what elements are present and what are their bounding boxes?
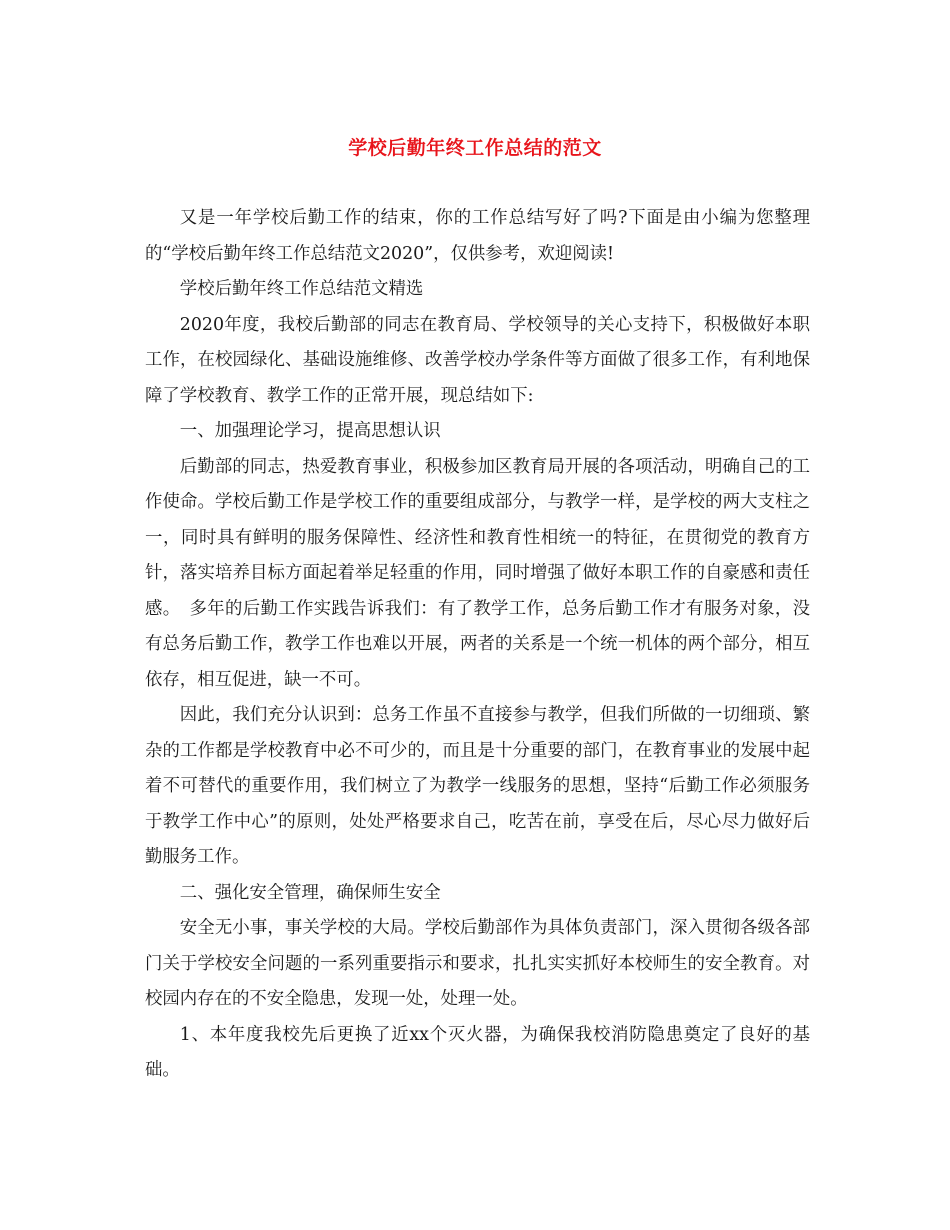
body-paragraph: 安全无小事，事关学校的大局。学校后勤部作为具体负责部门，深入贯彻各级各部门关于学校安全问题的一系列重要指示和要求，扎扎实实抓好本校师生的安全教育。对校园内存在的不安全隐患，发现一处，处理一处。 bbox=[145, 918, 810, 1009]
summary-paragraph: 2020年度，我校后勤部的同志在教育局、学校领导的关心支持下，积极做好本职工作，在校园绿化、基础设施维修、改善学校办学条件等方面做了很多工作，有利地保障了学校教育、教学工作的正常开展，现总结如下: bbox=[145, 314, 810, 406]
section-heading: 一、加强理论学习，提高思想认识 bbox=[179, 421, 441, 441]
intro-paragraph: 又是一年学校后勤工作的结束，你的工作总结写好了吗?下面是由小编为您整理的“学校后勤年终工作总结范文2020”，仅供参考，欢迎阅读! bbox=[145, 208, 810, 264]
body-paragraph: 因此，我们充分认识到：总务工作虽不直接参与教学，但我们所做的一切细琐、繁杂的工作都是学校教育中必不可少的，而且是十分重要的部门，在教育事业的发展中起着不可替代的重要作用，我们树立了为教学一线服务的思想，坚持“后勤工作必须服务于教学工作中心”的原则，处处严格要求自己，吃苦在前，享受在后，尽心尽力做好后勤服务工作。 bbox=[145, 705, 810, 867]
list-item: 1、本年度我校先后更换了近xx个灭火器，为确保我校消防隐患奠定了良好的基础。 bbox=[145, 1024, 810, 1080]
document-title: 学校后勤年终工作总结的范文 bbox=[348, 137, 602, 159]
section-heading: 二、强化安全管理，确保师生安全 bbox=[179, 882, 441, 903]
document-body bbox=[145, 201, 810, 1089]
body-paragraph: 后勤部的同志，热爱教育事业，积极参加区教育局开展的各项活动，明确自己的工作使命。学校后勤工作是学校工作的重要组成部分，与教学一样，是学校的两大支柱之一，同时具有鲜明的服务保障性、经济性和教育性相统一的特征，在贯彻党的教育方针，落实培养目标方面起着举足轻重的作用，同时增强了做好本职工作的自豪感和责任感。 多年的后勤工作实践告诉我们：有了教学工作，总务后勤工作才有服务对象，没有总务后勤工作，教学工作也难以开展，两者的关系是一个统一机体的两个部分，相互依存，相互促进，缺一不可。 bbox=[145, 456, 810, 690]
section-heading: 学校后勤年终工作总结范文精选 bbox=[179, 279, 424, 299]
